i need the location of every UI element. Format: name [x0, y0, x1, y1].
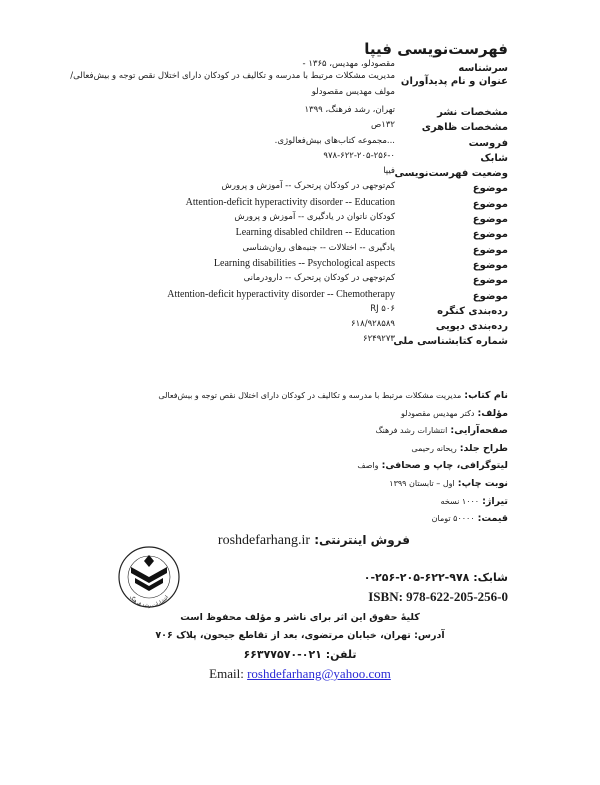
catalog-value: تهران، رشد فرهنگ، ۱۳۹۹ [304, 104, 395, 115]
publisher-email [0, 666, 600, 682]
catalog-value: ۶۱۸/۹۲۸۵۸۹ [351, 319, 395, 330]
catalog-value: کم‌توجهی در کودکان پرتحرک -- آموزش و پرورش [221, 181, 395, 192]
catalog-value: مدیریت مشکلات مرتبط با مدرسه و تکالیف در کودکان دارای اختلال نقص توجه و بیش‌فعالی/ [70, 71, 395, 82]
catalog-label: موضوع [472, 290, 508, 302]
catalog-value: مقصودلو، مهدیس، ۱۳۶۵ - [302, 59, 395, 69]
colophon-value: ۵۰۰۰۰ تومان [431, 514, 475, 524]
catalog-label: موضوع [472, 214, 508, 225]
catalog-value: یادگیری -- اختلالات -- جنبه‌های روان‌شناسی [242, 242, 395, 253]
isbn-label: شابک: [473, 571, 508, 584]
isbn-value-persian: ۹۷۸-۶۲۲-۲۰۵-۲۵۶-۰ [363, 571, 470, 584]
catalog-label: موضوع [472, 259, 508, 271]
publisher-address: آدرس: تهران، خیابان مرتضوی، بعد از تقاطع جیحون، پلاک ۷۰۶ [155, 630, 445, 641]
catalog-value: ۱۳۲ص [371, 120, 395, 131]
catalog-value: مولف مهدیس مقصودلو [311, 86, 395, 97]
catalog-label: عنوان و نام پدیدآوران [400, 76, 508, 88]
colophon-row [357, 460, 508, 471]
catalog-label: رده‌بندی کنگره [437, 305, 508, 317]
publisher-phone: تلفن: ۰۲۱-۶۶۳۷۷۵۷۰ [243, 648, 357, 661]
colophon-label: قیمت: [477, 513, 508, 525]
colophon-value: اول – تابستان ۱۳۹۹ [389, 479, 455, 488]
colophon-row [158, 390, 508, 401]
colophon-label: تیراژ: [482, 495, 508, 507]
email-link[interactable]: roshdefarhang@yahoo.com [247, 666, 391, 681]
catalog-label: موضوع [472, 275, 508, 287]
colophon-value: انتشارات رشد فرهنگ [375, 426, 448, 436]
colophon-value: مدیریت مشکلات مرتبط با مدرسه و تکالیف در کودکان دارای اختلال نقص توجه و بیش‌فعالی [158, 391, 462, 400]
catalog-value: Attention-deficit hyperactivity disorder -- Education [185, 196, 395, 208]
colophon-row [375, 425, 508, 436]
catalog-label: فروست [468, 137, 508, 149]
catalog-value: فیپا [383, 166, 395, 177]
colophon-value: واصف [357, 461, 379, 471]
svg-text:انتشارات رشد فرهنگ [128, 594, 170, 609]
page-title: فهرست‌نویسی فیپا [364, 40, 508, 58]
colophon-label: نام کتاب: [464, 390, 508, 401]
colophon-row [441, 496, 508, 507]
colophon-label: صفحه‌آرایی: [450, 425, 508, 437]
catalog-label: موضوع [472, 183, 508, 195]
catalog-label: وضعیت فهرست‌نویسی [394, 168, 508, 180]
catalog-value: Attention-deficit hyperactivity disorder -- Chemotherapy [167, 288, 395, 300]
catalog-value: Learning disabilities -- Psychological aspects [213, 257, 395, 269]
colophon-row [432, 513, 508, 524]
catalog-label: سرشناسه [458, 63, 508, 74]
catalog-value: کودکان ناتوان در یادگیری -- آموزش و پرورش [234, 212, 395, 222]
colophon-label: طراح جلد: [459, 442, 508, 454]
catalog-label: مشخصات ظاهری [421, 122, 508, 134]
colophon-row [401, 408, 508, 419]
colophon-row [411, 443, 508, 454]
catalog-value: ۶۲۴۹۲۷۳ [363, 334, 395, 345]
online-sales-url[interactable]: roshdefarhang.ir [217, 533, 311, 548]
colophon-value: ریحانه رحیمی [411, 443, 457, 453]
catalog-label: موضوع [472, 229, 508, 241]
colophon-label: لیتوگرافی، چاپ و صحافی: [381, 460, 508, 472]
email-label: Email: [209, 666, 244, 681]
colophon-value: دکتر مهدیس مقصودلو [401, 408, 475, 418]
catalog-value: ۹۷۸-۶۲۲-۲۰۵-۲۵۶-۰ [323, 150, 395, 161]
catalog-value: کم‌توجهی در کودکان پرتحرک -- دارودرمانی [243, 273, 395, 284]
catalog-label: رده‌بندی دیویی [435, 321, 508, 333]
catalog-label: شابک [480, 152, 508, 164]
catalog-label: شماره کتابشناسی ملی [393, 336, 508, 348]
colophon-label: مؤلف: [477, 407, 508, 419]
copyright-notice: کلیهٔ حقوق این اثر برای ناشر و مؤلف محفوظ است [180, 612, 420, 623]
colophon-value: ۱۰۰۰ نسخه [440, 496, 480, 506]
colophon-label: نوبت چاپ: [457, 478, 508, 489]
publisher-emblem-text: انتشارات رشد فرهنگ [127, 594, 171, 609]
online-sales [218, 533, 410, 549]
catalog-value: RJ ۵۰۶ [370, 303, 395, 314]
catalog-label: مشخصات نشر [437, 106, 508, 118]
catalog-value: Learning disabled children -- Education [235, 227, 395, 239]
online-sales-label: فروش اینترنتی: [314, 533, 410, 547]
publisher-emblem-icon [117, 545, 181, 609]
catalog-label: موضوع [472, 198, 508, 210]
isbn-persian [364, 571, 508, 584]
catalog-label: موضوع [472, 244, 508, 256]
colophon-row [389, 478, 508, 489]
catalog-value: ...مجموعه کتاب‌های بیش‌فعالوژی. [274, 135, 395, 146]
isbn-latin: ISBN: 978-622-205-256-0 [368, 589, 508, 604]
